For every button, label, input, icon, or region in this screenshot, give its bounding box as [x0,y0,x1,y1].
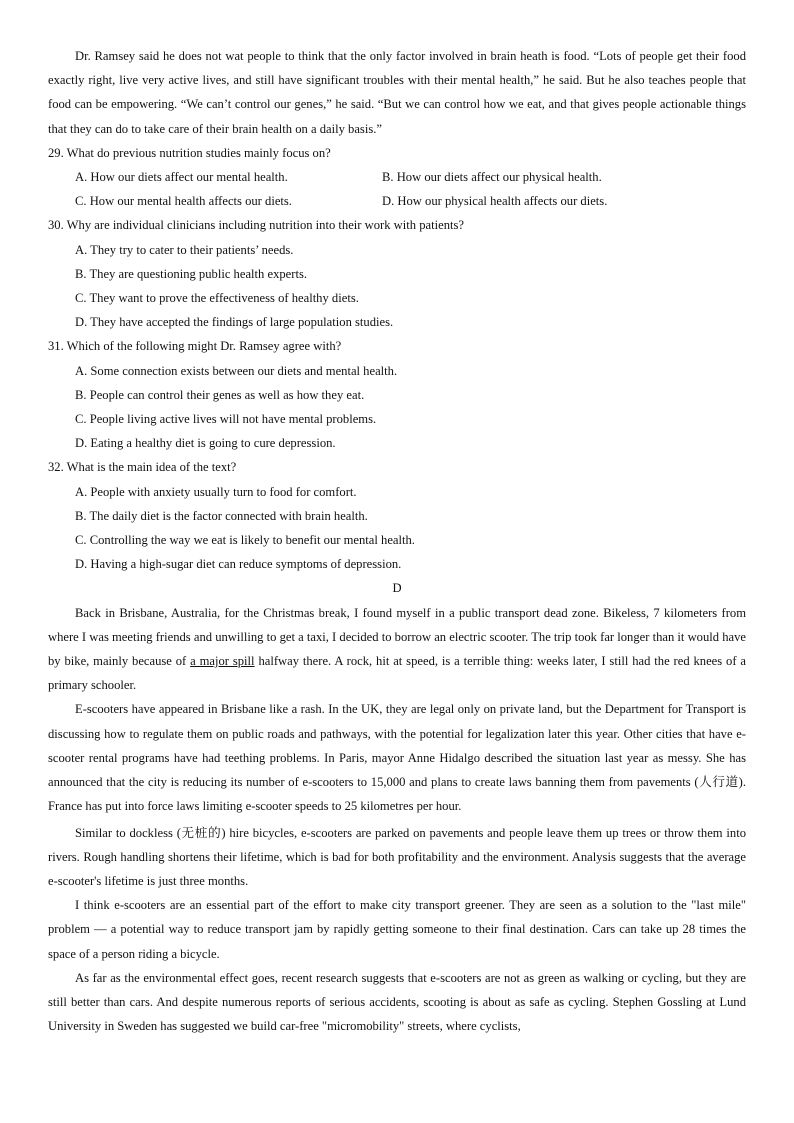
option-a: A. How our diets affect our mental health. [75,170,288,185]
question-32 [48,455,746,576]
intro-paragraph: Dr. Ramsey said he does not wat people to think that the only factor involved in brain heath is food. “Lots of people get their food exactly right, live very active lives, and still have significant troubles with their mental health,” he said. But he also teaches people that food can be empowering. “We can’t control our genes,” he said. “But we can control how we eat, and that gives people actionable things that they can do to take care of their brain health on a daily basis.” [48,49,746,136]
option-row [75,165,746,189]
question-stem: 30. Why are individual clinicians including nutrition into their work with patients? [48,218,464,233]
exam-page [48,44,746,1038]
question-stem: 32. What is the main idea of the text? [48,460,237,475]
section-heading: D [392,581,402,596]
option-b: B. The daily diet is the factor connected with brain health. [75,508,368,523]
passage-paragraph-3: Similar to dockless (无桩的) hire bicycles, e-scooters are parked on pavements and people leave them up trees or throw them into rivers. Rough handling shortens their lifetime, which is bad for both profitability and the environment. Analysis suggests that the average e-scooter's lifetime is just three months. [48,825,746,888]
option-d: D. How our physical health affects our diets. [382,194,608,209]
option-b: B. How our diets affect our physical health. [382,170,602,185]
question-29 [48,141,746,214]
passage-paragraph-4: I think e-scooters are an essential part of the effort to make city transport greener. They are seen as a solution to the "last mile" problem — a potential way to reduce transport jam by rapidly getting someone to their final destination. Cars can take up 28 times the space of a person riding a bicycle. [48,898,746,961]
passage-paragraph-2: E-scooters have appeared in Brisbane like a rash. In the UK, they are legal only on private land, but the Department for Transport is discussing how to regulate them on public roads and pathways, with the potential for legalization later this year. Other cities that have e-scooter rental programs have had teething problems. In Paris, mayor Anne Hidalgo described the situation last year as messy. She has announced that the city is reducing its number of e-scooters to 15,000 and plans to create laws banning them from pavements (人行道). France has put into force laws limiting e-scooter speeds to 25 kilometres per hour. [48,702,746,814]
passage-paragraph-5: As far as the environmental effect goes, recent research suggests that e-scooters are not as green as walking or cycling, but they are still better than cars. And despite numerous reports of serious accidents, scooting is about as safe as cycling. Stephen Gossling at Lund University in Sweden has suggested we build car-free "micromobility" streets, where cyclists, [48,970,746,1034]
question-stem: 31. Which of the following might Dr. Ramsey agree with? [48,339,342,354]
underlined-phrase: a major spill [190,654,255,669]
option-b: B. People can control their genes as well as how they eat. [75,387,365,402]
option-a: A. Some connection exists between our diets and mental health. [75,363,398,378]
option-c: C. How our mental health affects our diets. [75,194,292,209]
option-c: C. Controlling the way we eat is likely to benefit our mental health. [75,533,415,548]
option-a: A. They try to cater to their patients’ needs. [75,242,294,257]
option-c: C. People living active lives will not have mental problems. [75,412,377,427]
question-31 [48,334,746,455]
option-a: A. People with anxiety usually turn to food for comfort. [75,484,357,499]
passage-paragraph-1 [48,601,746,698]
option-c: C. They want to prove the effectiveness of healthy diets. [75,291,359,306]
passage-text: Back in Brisbane, Australia, for the Christmas break, I found myself in a public transport dead zone. Bikeless, 7 kilometers from where I was meeting friends and unwilling to get a taxi, I decided to borrow an electric scooter. The trip took far longer than it would have by bike, mainly because of [48,605,746,669]
question-stem: 29. What do previous nutrition studies mainly focus on? [48,145,331,160]
question-30 [48,213,746,334]
option-d: D. Having a high-sugar diet can reduce symptoms of depression. [75,557,402,572]
option-b: B. They are questioning public health experts. [75,266,307,281]
option-d: D. They have accepted the findings of large population studies. [75,315,394,330]
passage-text: halfway there. A rock, hit at speed, is a terrible thing: weeks later, I still had the red knees of a primary schooler. [48,654,746,693]
option-d: D. Eating a healthy diet is going to cure depression. [75,436,336,451]
option-row [75,189,746,213]
